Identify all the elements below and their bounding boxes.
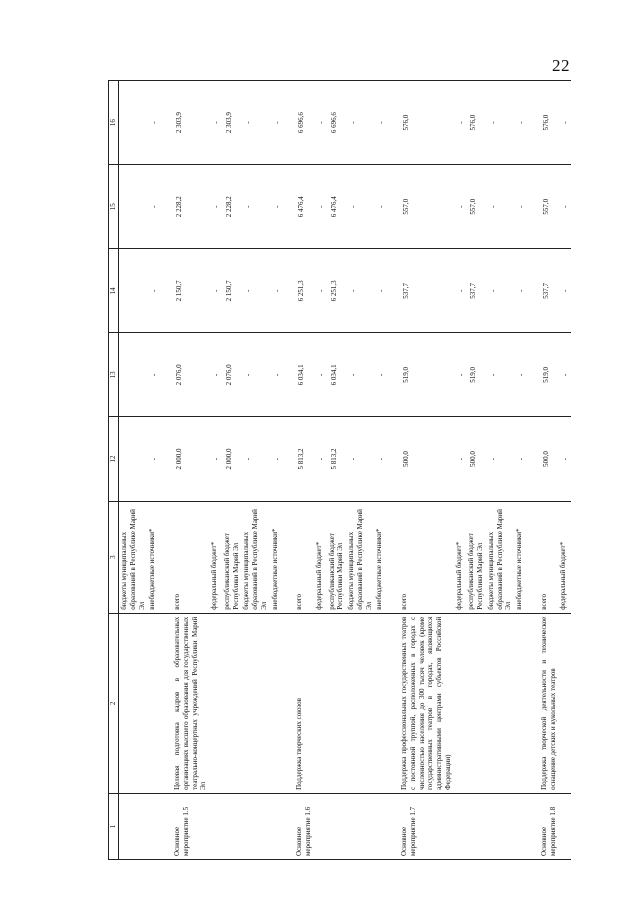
cell-empty <box>486 613 514 793</box>
cell-empty <box>314 793 327 859</box>
amount-cell: 557,0 <box>539 165 559 249</box>
amount-cell: 6 696,6 <box>327 81 347 165</box>
amount-cell: - <box>209 249 222 333</box>
cell-empty <box>387 165 399 249</box>
amount-cell: 2 303,9 <box>222 81 242 165</box>
activity-label: Основное мероприятие 1.6 <box>294 793 314 859</box>
spacer-row <box>160 81 172 860</box>
cell-empty <box>387 501 399 613</box>
cell-empty <box>160 81 172 165</box>
rotated-table-area <box>108 80 568 860</box>
table-row <box>147 81 160 860</box>
table-row <box>314 81 327 860</box>
amount-cell: 6 251,3 <box>294 249 314 333</box>
cell-empty <box>160 501 172 613</box>
amount-cell: - <box>346 165 374 249</box>
amount-cell: - <box>209 165 222 249</box>
amount-cell: 537,7 <box>466 249 486 333</box>
cell-empty <box>119 613 148 793</box>
cell-empty <box>241 613 269 793</box>
table-row <box>374 81 387 860</box>
funding-source: бюджеты муниципальных образований в Республике Марий Эл <box>119 501 148 613</box>
amount-cell: - <box>558 417 571 501</box>
amount-cell: - <box>241 249 269 333</box>
cell-empty <box>222 793 242 859</box>
funding-source: всего <box>172 501 209 613</box>
cell-empty <box>314 613 327 793</box>
activity-title: Поддержка творческой деятельности и техническое оснащение детских и кукольных театров <box>539 613 559 793</box>
amount-cell <box>119 249 148 333</box>
amount-cell: - <box>558 333 571 417</box>
amount-cell: 2 150,7 <box>172 249 209 333</box>
column-header: 15 <box>109 165 119 249</box>
amount-cell: - <box>346 81 374 165</box>
amount-cell: 6 251,3 <box>327 249 347 333</box>
amount-cell: - <box>314 417 327 501</box>
cell-empty <box>209 613 222 793</box>
header-row <box>109 81 119 860</box>
amount-cell: - <box>147 333 160 417</box>
funding-source: внебюджетные источники* <box>374 501 387 613</box>
amount-cell: - <box>514 333 527 417</box>
funding-source: федеральный бюджет* <box>314 501 327 613</box>
column-header: 13 <box>109 333 119 417</box>
spacer-row <box>527 81 539 860</box>
cell-empty <box>327 793 347 859</box>
amount-cell: 537,7 <box>539 249 559 333</box>
table-row <box>514 81 527 860</box>
amount-cell: - <box>454 333 467 417</box>
amount-cell: 5 813,2 <box>327 417 347 501</box>
cell-empty <box>160 249 172 333</box>
funding-source: республиканский бюджет Республики Марий Эл <box>466 501 486 613</box>
cell-empty <box>209 793 222 859</box>
amount-cell: - <box>209 417 222 501</box>
cell-empty <box>527 417 539 501</box>
cell-empty <box>514 793 527 859</box>
cell-empty <box>527 249 539 333</box>
amount-cell: - <box>270 333 283 417</box>
column-header: 3 <box>109 501 119 613</box>
amount-cell: 2 000,0 <box>222 417 242 501</box>
cell-empty <box>558 613 571 793</box>
amount-cell: - <box>486 417 514 501</box>
activity-title: Целевая подготовка кадров в образовательных организациях высшего образования для государственных театрально-концертных учреждений Республики Марий Эл <box>172 613 209 793</box>
table-row <box>222 81 242 860</box>
cell-empty <box>514 613 527 793</box>
column-header: 2 <box>109 613 119 793</box>
amount-cell: 576,0 <box>466 81 486 165</box>
activity-label: Основное мероприятие 1.5 <box>172 793 209 859</box>
cell-empty <box>346 793 374 859</box>
table-row <box>270 81 283 860</box>
cell-empty <box>454 793 467 859</box>
amount-cell <box>119 417 148 501</box>
cell-empty <box>527 501 539 613</box>
cell-empty <box>160 165 172 249</box>
page-number: 22 <box>552 56 570 75</box>
cell-empty <box>527 793 539 859</box>
amount-cell: - <box>314 249 327 333</box>
amount-cell: - <box>514 165 527 249</box>
funding-table <box>108 80 571 860</box>
amount-cell: - <box>514 81 527 165</box>
amount-cell: - <box>454 417 467 501</box>
cell-empty <box>282 417 294 501</box>
cell-empty <box>527 613 539 793</box>
table-row <box>119 81 148 860</box>
funding-source: федеральный бюджет* <box>454 501 467 613</box>
cell-empty <box>282 81 294 165</box>
amount-cell: 2 076,0 <box>172 333 209 417</box>
amount-cell: - <box>241 81 269 165</box>
amount-cell: - <box>314 333 327 417</box>
amount-cell: 576,0 <box>399 81 454 165</box>
cell-empty <box>387 249 399 333</box>
amount-cell: - <box>314 165 327 249</box>
amount-cell: 500,0 <box>539 417 559 501</box>
amount-cell: - <box>147 417 160 501</box>
amount-cell: - <box>486 333 514 417</box>
funding-source: республиканский бюджет Республики Марий Эл <box>327 501 347 613</box>
funding-source: всего <box>399 501 454 613</box>
funding-source: бюджеты муниципальных образований в Республике Марий Эл <box>486 501 514 613</box>
table-row <box>539 81 559 860</box>
amount-cell: - <box>558 81 571 165</box>
cell-empty <box>282 333 294 417</box>
funding-source: внебюджетные источники* <box>514 501 527 613</box>
cell-empty <box>160 417 172 501</box>
amount-cell: - <box>374 417 387 501</box>
amount-cell: - <box>270 81 283 165</box>
funding-source: бюджеты муниципальных образований в Республике Марий Эл <box>241 501 269 613</box>
table-row <box>466 81 486 860</box>
cell-empty <box>374 793 387 859</box>
amount-cell: - <box>514 417 527 501</box>
amount-cell: 2 150,7 <box>222 249 242 333</box>
amount-cell: - <box>346 333 374 417</box>
cell-empty <box>327 613 347 793</box>
cell-empty <box>160 333 172 417</box>
amount-cell: 500,0 <box>399 417 454 501</box>
table-row <box>486 81 514 860</box>
amount-cell <box>119 333 148 417</box>
amount-cell: - <box>346 417 374 501</box>
cell-empty <box>282 793 294 859</box>
table-row <box>346 81 374 860</box>
cell-empty <box>374 613 387 793</box>
amount-cell: - <box>454 165 467 249</box>
funding-source: всего <box>294 501 314 613</box>
amount-cell: 2 228,2 <box>222 165 242 249</box>
cell-empty <box>527 165 539 249</box>
column-header: 1 <box>109 793 119 859</box>
amount-cell: 519,0 <box>466 333 486 417</box>
amount-cell: - <box>270 417 283 501</box>
funding-source: внебюджетные источники* <box>270 501 283 613</box>
amount-cell: 2 076,0 <box>222 333 242 417</box>
cell-empty <box>160 613 172 793</box>
cell-empty <box>387 793 399 859</box>
cell-empty <box>387 333 399 417</box>
cell-empty <box>466 613 486 793</box>
cell-empty <box>282 613 294 793</box>
amount-cell: - <box>374 333 387 417</box>
amount-cell <box>119 81 148 165</box>
spacer-row <box>282 81 294 860</box>
amount-cell: 500,0 <box>466 417 486 501</box>
amount-cell: 6 476,4 <box>327 165 347 249</box>
cell-empty <box>454 613 467 793</box>
amount-cell: - <box>486 81 514 165</box>
cell-empty <box>282 501 294 613</box>
amount-cell: - <box>514 249 527 333</box>
amount-cell: 557,0 <box>399 165 454 249</box>
cell-empty <box>387 417 399 501</box>
amount-cell: 519,0 <box>399 333 454 417</box>
amount-cell: - <box>241 165 269 249</box>
cell-empty <box>222 613 242 793</box>
funding-source: внебюджетные источники* <box>147 501 160 613</box>
amount-cell: - <box>558 249 571 333</box>
amount-cell: - <box>147 165 160 249</box>
amount-cell: - <box>270 165 283 249</box>
cell-empty <box>147 613 160 793</box>
amount-cell: - <box>209 81 222 165</box>
cell-empty <box>119 793 148 859</box>
amount-cell: - <box>314 81 327 165</box>
cell-empty <box>346 613 374 793</box>
amount-cell <box>119 165 148 249</box>
amount-cell: 2 303,9 <box>172 81 209 165</box>
amount-cell: - <box>241 417 269 501</box>
cell-empty <box>466 793 486 859</box>
amount-cell: - <box>270 249 283 333</box>
cell-empty <box>282 249 294 333</box>
spacer-row <box>387 81 399 860</box>
table-row <box>241 81 269 860</box>
amount-cell: - <box>147 81 160 165</box>
cell-empty <box>282 165 294 249</box>
funding-source: бюджеты муниципальных образований в Республике Марий Эл <box>346 501 374 613</box>
column-header: 16 <box>109 81 119 165</box>
amount-cell: 6 034,1 <box>327 333 347 417</box>
amount-cell: 557,0 <box>466 165 486 249</box>
table-row <box>558 81 571 860</box>
activity-title: Поддержка творческих союзов <box>294 613 314 793</box>
cell-empty <box>387 81 399 165</box>
cell-empty <box>270 793 283 859</box>
amount-cell: 519,0 <box>539 333 559 417</box>
amount-cell: 6 696,6 <box>294 81 314 165</box>
column-header: 14 <box>109 249 119 333</box>
amount-cell: 537,7 <box>399 249 454 333</box>
amount-cell: - <box>454 249 467 333</box>
funding-source: федеральный бюджет* <box>558 501 571 613</box>
cell-empty <box>486 793 514 859</box>
funding-source: всего <box>539 501 559 613</box>
amount-cell: - <box>374 165 387 249</box>
activity-label: Основное мероприятие 1.7 <box>399 793 454 859</box>
funding-source: федеральный бюджет* <box>209 501 222 613</box>
amount-cell: - <box>241 333 269 417</box>
amount-cell: - <box>558 165 571 249</box>
amount-cell: 6 476,4 <box>294 165 314 249</box>
amount-cell: - <box>374 249 387 333</box>
cell-empty <box>527 333 539 417</box>
table-row <box>399 81 454 860</box>
cell-empty <box>147 793 160 859</box>
column-header: 12 <box>109 417 119 501</box>
table-row <box>454 81 467 860</box>
amount-cell: - <box>486 165 514 249</box>
amount-cell: - <box>374 81 387 165</box>
cell-empty <box>558 793 571 859</box>
amount-cell: - <box>147 249 160 333</box>
table-row <box>209 81 222 860</box>
table-row <box>327 81 347 860</box>
amount-cell: 5 813,2 <box>294 417 314 501</box>
amount-cell: - <box>346 249 374 333</box>
cell-empty <box>241 793 269 859</box>
cell-empty <box>270 613 283 793</box>
activity-title: Поддержка профессиональных государственных театров с постоянной труппой, расположенных в городах с численностью населения до 300 тысяч человек (кроме государственных театров в городах, являющихся административными центрами субъектов Российской Федерации) <box>399 613 454 793</box>
funding-source: республиканский бюджет Республики Марий Эл <box>222 501 242 613</box>
cell-empty <box>160 793 172 859</box>
amount-cell: - <box>454 81 467 165</box>
amount-cell: 2 000,0 <box>172 417 209 501</box>
amount-cell: 6 034,1 <box>294 333 314 417</box>
activity-label: Основное мероприятие 1.8 <box>539 793 559 859</box>
cell-empty <box>527 81 539 165</box>
table-row <box>294 81 314 860</box>
amount-cell: - <box>209 333 222 417</box>
table-row <box>172 81 209 860</box>
amount-cell: 2 228,2 <box>172 165 209 249</box>
cell-empty <box>387 613 399 793</box>
amount-cell: 576,0 <box>539 81 559 165</box>
amount-cell: - <box>486 249 514 333</box>
